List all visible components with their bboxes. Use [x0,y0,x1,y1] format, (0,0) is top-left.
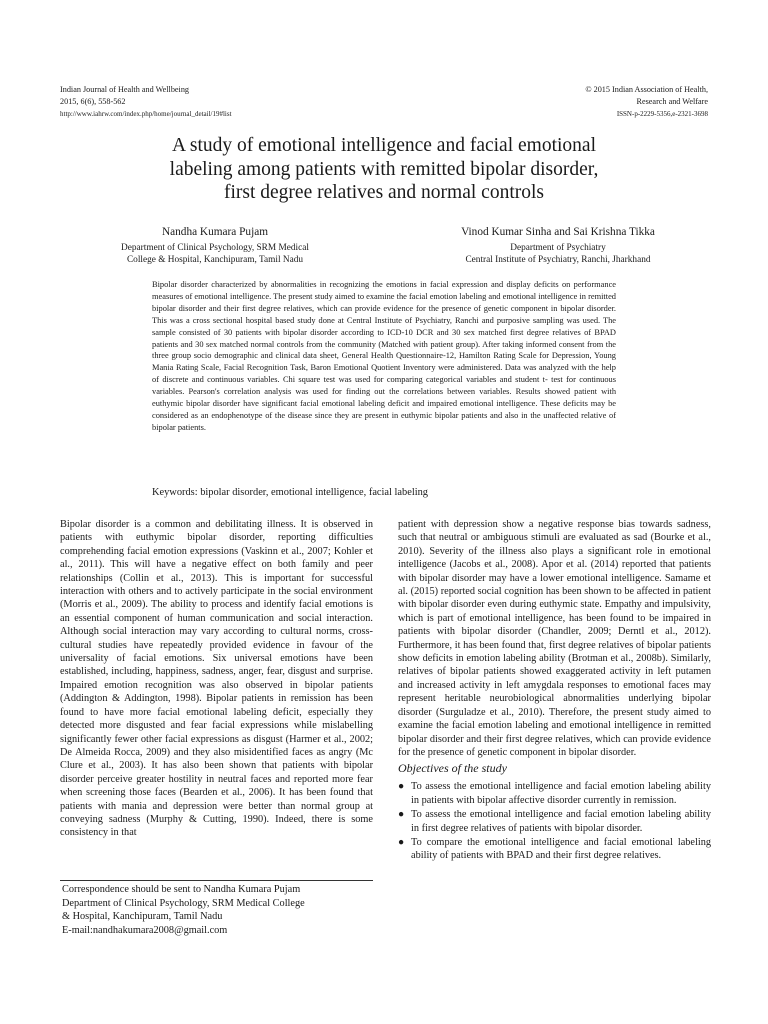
author-affiliation: College & Hospital, Kanchipuram, Tamil Nadu [126,255,304,265]
correspondence-footnote [62,883,375,937]
journal-volume: 2015, 6(6), 558-562 [60,97,126,106]
paper-title [60,134,708,205]
author-affiliation: Central Institute of Psychiatry, Ranchi, Jharkhand [465,255,651,265]
list-item: ● To assess the emotional intelligence and facial emotion labeling ability in patients with bipolar affective disorder currently in remission. [398,781,711,806]
bullet-icon: ● [398,809,405,821]
author-affiliation: Department of Psychiatry [510,243,606,253]
author-name: Vinod Kumar Sinha and Sai Krishna Tikka [461,226,655,238]
list-item: ● To compare the emotional intelligence and facial emotional labeling ability of patients with BPAD and their first degree relatives. [398,836,711,862]
title-line: A study of emotional intelligence and facial emotional [171,135,596,156]
author-block-1 [60,225,370,266]
abstract: Bipolar disorder characterized by abnormalities in recognizing the emotions in facial expression and display deficits on performance measures of emotional intelligence. The present study aimed to examine the facial emotion labeling and emotional intelligence in remitted bipolar disorder and their first degree relatives, which can provide evidence for the presence of genetic component in bipolar disorder. This was a cross sectional hospital based study done at Central Institute of Psychiatry, Ranchi and purposive sampling was used. The sample consisted of 30 patients with bipolar disorder according to ICD-10 DCR and 30 sex matched first degree relatives of BPAD patients and 30 sex matched normal controls from the community (Matched with patient group). After taking informed consent from the three group socio demographic and clinical data sheet, General Health Questionnaire-12, Hamilton Rating Scale for Depression, Young Mania Rating Scale, Facial Recognition Task, Baron Emotional Quotient Inventory were administered. Data was analyzed with the help of discrete and continuous variables. Chi square test was used for comparing categorical variables and student t- test for continuous variables. Pearson's correlation analysis was used for finding out the correlations between variables. Results showed patient with euthymic bipolar disorder have significant facial emotional labeling deficit and impaired emotional intelligence. These deficits may be considered as an endophenotype of the disease since they are present in euthymic bipolar patients and also in the unaffected relative of bipolar patients. [152,280,616,432]
author-affiliation: Department of Clinical Psychology, SRM Medical [121,243,309,253]
list-item: ● To assess the emotional intelligence and facial emotion labeling ability in first degree relatives of patients with bipolar disorder. [398,809,711,834]
title-line: first degree relatives and normal controls [223,182,544,203]
correspondence-line: & Hospital, Kanchipuram, Tamil Nadu [62,911,223,923]
journal-url[interactable]: http://www.iahrw.com/index.php/home/journal_detail/19#list [60,110,232,118]
journal-header-right [585,84,708,120]
keywords: Keywords: bipolar disorder, emotional intelligence, facial labeling [152,487,429,498]
section-heading: Objectives of the study [398,761,507,776]
journal-name: Indian Journal of Health and Wellbeing [60,85,190,94]
title-line: labeling among patients with remitted bipolar disorder, [169,158,599,180]
bullet-icon: ● [398,836,405,848]
body-column-left [60,518,373,840]
correspondence-line: Department of Clinical Psychology, SRM Medical College [62,897,305,909]
bullet-icon: ● [398,781,405,793]
body-paragraph: patient with depression show a negative response bias towards sadness, such that neutral or ambiguous stimuli are evaluated as sad (Bourke et al., 2010). Severity of the illness also plays a significant role in emotional intelligence (Jacobs et al., 2008). Apor et al. (2014) reported that patients with bipolar disorder may have a lower emotional intelligence. Samame et al. (2015) reported social cognition has been shown to be affected in patient with bipolar disorder even during euthymic state. Empathy and impulsivity, which is part of emotional intelligence, has been found to be impaired in patients with bipolar disorder (Chandler, 2009; Derntl et al., 2012). Furthermore, it has been found that, first degree relatives of bipolar patients show deficits in emotion labeling ability (Brotman et al., 2008b). Similarly, relatives of bipolar patients showed exaggerated activity in left putamen and increased activity in left amygdala responses to emotional faces may represent heritable neurobiological abnormalities underlying bipolar disorder (Surguladze et al., 2010). Therefore, the present study aimed to examine the facial emotion labeling and emotional intelligence in remitted bipolar disorder and their first degree relatives, which can provide evidence for the presence of genetic component in bipolar disorder. [398,519,711,758]
body-paragraph: Bipolar disorder is a common and debilitating illness. It is observed in patients with euthymic bipolar disorder, reporting difficulties comprehending facial emotion expressions (Vaskinn et al., 2007; Kohler et al., 2011). This will have a negative effect on both family and peer relationships (Collin et al., 2013). This is important for successful interaction with others and to actively participate in the social environment (Morris et al., 2009). The ability to process and identify facial emotions is an essential component of human communication and social interaction. Although social interaction may vary according to cultural norms, cross-cultural studies have repeatedly provided evidence in favour of the universality of facial emotions. Six universal emotions have been established, including, happiness, sadness, anger, fear, disgust and surprise. Impaired emotion recognition was also observed in bipolar patients (Addington & Addington, 1998). Bipolar patients in remission has been found to have more facial emotional labeling deficit, especially they detected more disgusted and fear facial expressions while mislabelling significantly fewer other facial expressions as disgust (Harmer et al., 2002; De Almeida Rocca, 2009) and they also misidentified faces as angry (Mc Clure et al., 2003). It has also been shown that patients with bipolar disorder perceive greater hostility in neutral faces and reported more fear when screening those faces (Bearden et al., 2006). It has been found that patients with mania and depression were better than normal group at conveying sadness (Murphy & Cutting, 1990). Indeed, there is some consistency in that [60,519,373,839]
author-name: Nandha Kumara Pujam [161,226,269,238]
correspondence-email[interactable]: E-mail:nandhakumara2008@gmail.com [62,924,228,936]
body-column-right [398,518,711,864]
author-block-2 [408,225,708,266]
issn: ISSN-p-2229-5356,e-2321-3698 [616,110,708,118]
correspondence-line: Correspondence should be sent to Nandha Kumara Pujam [62,884,301,895]
objectives-list [398,780,711,862]
footnote-divider [60,880,373,881]
journal-header-left [60,84,232,120]
copyright-line-2: Research and Welfare [636,97,708,106]
copyright-line: © 2015 Indian Association of Health, [585,85,708,94]
